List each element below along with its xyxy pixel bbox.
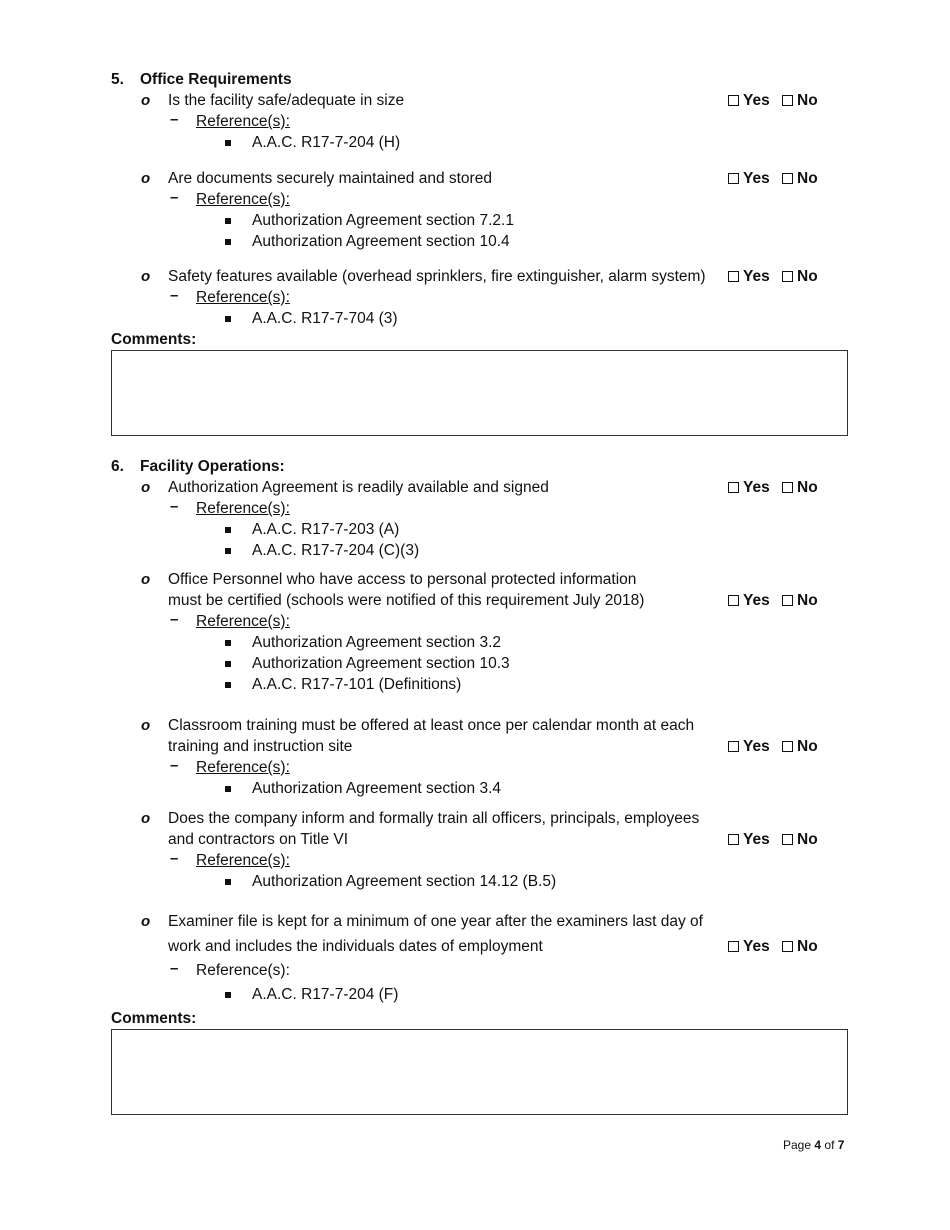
checkbox-icon — [782, 173, 793, 184]
no-checkbox[interactable]: No — [782, 830, 818, 850]
checkbox-icon — [782, 834, 793, 845]
comments-box-section-6[interactable] — [111, 1029, 848, 1115]
item-bullet-icon: o — [141, 479, 151, 496]
square-bullet-icon — [225, 218, 231, 224]
checkbox-icon — [782, 482, 793, 493]
checkbox-icon — [728, 941, 739, 952]
checkbox-icon — [728, 271, 739, 282]
checkbox-icon — [728, 173, 739, 184]
reference-item: Authorization Agreement section 7.2.1 — [252, 212, 514, 229]
reference-item: A.A.C. R17-7-101 (Definitions) — [252, 676, 462, 693]
no-checkbox[interactable]: No — [782, 91, 818, 111]
checkbox-icon — [782, 741, 793, 752]
question-text: Are documents securely maintained and stored — [168, 170, 492, 187]
section-6-number: 6. — [111, 458, 124, 475]
item-bullet-icon: o — [141, 913, 151, 930]
square-bullet-icon — [225, 239, 231, 245]
reference-label: Reference(s): — [196, 500, 290, 517]
dash-icon: – — [170, 850, 179, 867]
square-bullet-icon — [225, 992, 231, 998]
yes-checkbox[interactable]: Yes — [728, 169, 770, 189]
question-text: Is the facility safe/adequate in size — [168, 92, 405, 109]
dash-icon: – — [170, 189, 179, 206]
reference-label: Reference(s): — [196, 289, 290, 306]
item-bullet-icon: o — [141, 717, 151, 734]
square-bullet-icon — [225, 786, 231, 792]
reference-label: Reference(s): — [196, 613, 290, 630]
reference-label: Reference(s): — [196, 113, 290, 130]
reference-item: Authorization Agreement section 10.4 — [252, 233, 510, 250]
square-bullet-icon — [225, 682, 231, 688]
yes-checkbox[interactable]: Yes — [728, 267, 770, 287]
reference-item: Authorization Agreement section 14.12 (B.5) — [252, 873, 557, 890]
dash-icon: – — [170, 287, 179, 304]
square-bullet-icon — [225, 548, 231, 554]
reference-item: Authorization Agreement section 3.4 — [252, 780, 502, 797]
checkbox-icon — [782, 941, 793, 952]
reference-item: Authorization Agreement section 10.3 — [252, 655, 510, 672]
item-bullet-icon: o — [141, 170, 151, 187]
yes-checkbox[interactable]: Yes — [728, 937, 770, 957]
reference-item: A.A.C. R17-7-204 (C)(3) — [252, 542, 420, 559]
reference-item: A.A.C. R17-7-704 (3) — [252, 310, 398, 327]
square-bullet-icon — [225, 879, 231, 885]
yes-checkbox[interactable]: Yes — [728, 91, 770, 111]
no-checkbox[interactable]: No — [782, 591, 818, 611]
item-bullet-icon: o — [141, 268, 151, 285]
reference-item: A.A.C. R17-7-204 (F) — [252, 986, 399, 1003]
comments-label: Comments: — [111, 331, 197, 348]
dash-icon: – — [170, 611, 179, 628]
square-bullet-icon — [225, 640, 231, 646]
reference-label: Reference(s): — [196, 759, 290, 776]
comments-label: Comments: — [111, 1010, 197, 1027]
dash-icon: – — [170, 498, 179, 515]
checkbox-icon — [728, 95, 739, 106]
dash-icon: – — [170, 757, 179, 774]
square-bullet-icon — [225, 661, 231, 667]
checkbox-icon — [782, 271, 793, 282]
checkbox-icon — [782, 595, 793, 606]
question-text: must be certified (schools were notified of this requirement July 2018) — [168, 592, 645, 609]
yes-checkbox[interactable]: Yes — [728, 737, 770, 757]
checkbox-icon — [728, 482, 739, 493]
question-text: Classroom training must be offered at least once per calendar month at each — [168, 717, 695, 734]
item-bullet-icon: o — [141, 810, 151, 827]
item-bullet-icon: o — [141, 92, 151, 109]
square-bullet-icon — [225, 140, 231, 146]
question-text: Office Personnel who have access to personal protected information — [168, 571, 637, 588]
page-footer: Page 4 of 7 — [783, 1138, 845, 1152]
reference-item: Authorization Agreement section 3.2 — [252, 634, 502, 651]
no-checkbox[interactable]: No — [782, 478, 818, 498]
question-text: training and instruction site — [168, 738, 353, 755]
question-text: work and includes the individuals dates of employment — [168, 938, 543, 955]
no-checkbox[interactable]: No — [782, 937, 818, 957]
checkbox-icon — [728, 595, 739, 606]
question-text: Authorization Agreement is readily available and signed — [168, 479, 549, 496]
item-bullet-icon: o — [141, 571, 151, 588]
no-checkbox[interactable]: No — [782, 267, 818, 287]
no-checkbox[interactable]: No — [782, 169, 818, 189]
reference-label: Reference(s): — [196, 852, 290, 869]
reference-item: A.A.C. R17-7-204 (H) — [252, 134, 401, 151]
section-6-title: Facility Operations: — [140, 458, 285, 475]
dash-icon: – — [170, 111, 179, 128]
reference-label: Reference(s): — [196, 191, 290, 208]
checkbox-icon — [728, 741, 739, 752]
section-5-number: 5. — [111, 71, 124, 88]
square-bullet-icon — [225, 527, 231, 533]
checkbox-icon — [728, 834, 739, 845]
question-text: Safety features available (overhead sprinklers, fire extinguisher, alarm system) — [168, 268, 706, 285]
yes-checkbox[interactable]: Yes — [728, 478, 770, 498]
no-checkbox[interactable]: No — [782, 737, 818, 757]
question-text: Does the company inform and formally train all officers, principals, employees — [168, 810, 700, 827]
question-text: Examiner file is kept for a minimum of one year after the examiners last day of — [168, 913, 703, 930]
question-text: and contractors on Title VI — [168, 831, 349, 848]
reference-label: Reference(s): — [196, 962, 290, 979]
reference-item: A.A.C. R17-7-203 (A) — [252, 521, 400, 538]
square-bullet-icon — [225, 316, 231, 322]
section-5-title: Office Requirements — [140, 71, 292, 88]
yes-checkbox[interactable]: Yes — [728, 591, 770, 611]
yes-checkbox[interactable]: Yes — [728, 830, 770, 850]
checkbox-icon — [782, 95, 793, 106]
comments-box-section-5[interactable] — [111, 350, 848, 436]
dash-icon: – — [170, 960, 179, 977]
